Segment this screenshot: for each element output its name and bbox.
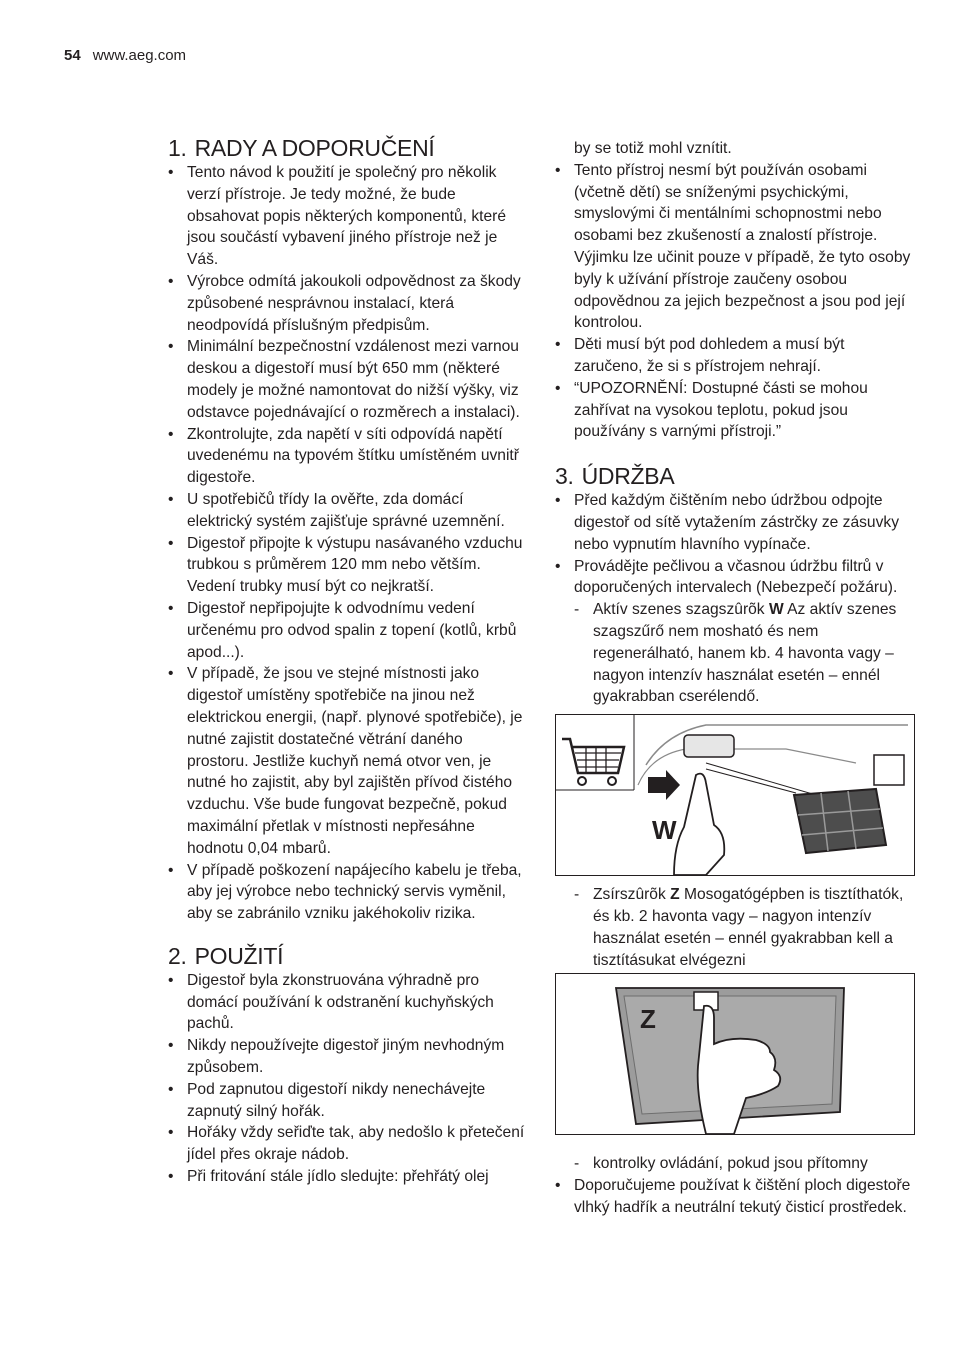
figure-grease-filter xyxy=(555,973,915,1135)
list-item: • Při fritování stále jídlo sledujte: přehřátý olej xyxy=(168,1166,528,1188)
list-item: • Pod zapnutou digestoří nikdy nenechávejte zapnutý silný hořák. xyxy=(168,1079,528,1123)
section-2-list xyxy=(168,970,528,1188)
list-item: • Hořáky vždy seřiďte tak, aby nedošlo k přetečení jídel přes okraje nádob. xyxy=(168,1122,528,1166)
arrow-icon xyxy=(648,770,680,800)
list-item: • Minimální bezpečnostní vzdálenost mezi varnou deskou a digestoří musí být 650 mm (některé modely je možné namontovat do nižší výšky, viz odstavce pojednávající o rozměrech a instalaci). xyxy=(168,336,528,423)
list-item: • Zkontrolujte, zda napětí v síti odpovídá napětí uvedenému na typovém štítku umístěném uvnitř digestoře. xyxy=(168,424,528,489)
list-item: • Tento návod k použití je společný pro několik verzí přístroje. Je tedy možné, že bude obsahovat popis některých komponentů, které jsou součástí vybavení jiného přístroje než je Váš. xyxy=(168,162,528,271)
charcoal-filter-icon xyxy=(794,789,886,853)
list-item: • Děti musí být pod dohledem a musí být zaručeno, že si s přístrojem nehrají. xyxy=(555,334,915,378)
dash-item-controls: - kontrolky ovládání, pokud jsou přítomny xyxy=(555,1153,915,1175)
list-item: • “UPOZORNĚNÍ: Dostupné části se mohou zahřívat na vysokou teplotu, pokud jsou používány s varnými přístroji.” xyxy=(555,378,915,443)
figure-charcoal-filter xyxy=(555,714,915,876)
list-item: • Digestoř připojte k výstupu nasávaného vzduchu trubkou s průměrem 120 mm nebo větším. Vedení trubky musí být co nejkratší. xyxy=(168,533,528,598)
hand-icon xyxy=(674,774,724,875)
section-3-list-3 xyxy=(555,1153,915,1218)
section-2-title: 2. POUŽITÍ xyxy=(168,942,284,969)
list-item: • V případě, že jsou ve stejné místnosti jako digestoř umístěny spotřebiče na jinou než elektrickou energii, (např. plynové spotřebiče), je nutné zajistit dostatečné větrání daného prostoru. Jestliže kuchyň nemá otvor ven, je nutné ho zajistit, aby byl zajištěn přívod čistého vzduchu. Vše bude fungovat bezpečně, pokud maximální přetlak v místnosti nepřesáhne hodnotu 0,04 mbarů. xyxy=(168,663,528,859)
list-item: • Doporučujeme používat k čištění ploch digestoře vlhký hadřík a neutrální tekutý čisticí prostředek. xyxy=(555,1175,915,1219)
section-3-list xyxy=(555,490,915,708)
section-2-list-continued xyxy=(555,138,915,443)
section-3-list-2 xyxy=(555,884,915,971)
list-item: • Digestoř byla zkonstruována výhradně pro domácí používání k odstranění kuchyňských pachů. xyxy=(168,970,528,1035)
dash-item-charcoal-filter: - Aktív szenes szagszûrõk W Az aktív szenes szagszűrő nem mosható és nem regenerálható, hanem kb. 4 havonta vagy – nagyon intenzív használat esetén – ennél gyakrabban cserélendő. xyxy=(555,599,915,708)
list-item: • Tento přístroj nesmí být používán osobami (včetně dětí) se sníženými psychickými, smyslovými či mentálními schopnostmi nebo osobami bez zkušeností a znalostí přístroje. Výjimku lze učinit pouze v případě, že tyto osoby byly k užívání přístroje zaučeny osobou odpovědnou za jejich bezpečnost a jsou pod její kontrolou. xyxy=(555,160,915,334)
section-3-title: 3. ÚDRŽBA xyxy=(555,463,675,490)
left-column xyxy=(168,135,528,1188)
section-1-title: 1. RADY A DOPORUČENÍ xyxy=(168,135,435,161)
figure-w-label: W xyxy=(652,815,677,846)
page-number: 54 xyxy=(64,47,81,64)
shopping-cart-icon xyxy=(556,715,634,790)
list-item: • V případě poškození napájecího kabelu je třeba, aby jej výrobce nebo technický servis vyměnil, aby se zabránilo vzniku jakéhokoliv rizika. xyxy=(168,860,528,925)
list-item: • Nikdy nepoužívejte digestoř jiným nevhodným způsobem. xyxy=(168,1035,528,1079)
page-header xyxy=(64,47,186,64)
dash-item-grease-filter: - Zsírszûrõk Z Mosogatógépben is tisztíthatók, és kb. 2 havonta vagy – nagyon intenzív használat esetén – ennél gyakrabban kell a tisztításukat elvégezni xyxy=(555,884,915,971)
list-item-continuation: by se totiž mohl vznítit. xyxy=(574,140,732,157)
figure-z-label: Z xyxy=(640,1004,656,1035)
section-1-list xyxy=(168,162,528,925)
list-item: • Digestoř nepřipojujte k odvodnímu vedení určenému pro odvod spalin z topení (kotlů, krbů apod...). xyxy=(168,598,528,663)
right-column xyxy=(555,138,915,1219)
list-item: • Provádějte pečlivou a včasnou údržbu filtrů v doporučených intervalech (Nebezpečí požáru). xyxy=(555,556,915,600)
list-item: • Výrobce odmítá jakoukoli odpovědnost za škody způsobené nesprávnou instalací, která neodpovídá příslušným předpisům. xyxy=(168,271,528,336)
list-item: • Před každým čištěním nebo údržbou odpojte digestoř od sítě vytažením zástrčky ze zásuvky nebo vypnutím hlavního vypínače. xyxy=(555,490,915,555)
list-item: • U spotřebičů třídy Ia ověřte, zda domácí elektrický systém zajišťuje správné uzemnění. xyxy=(168,489,528,533)
header-url: www.aeg.com xyxy=(92,47,187,64)
